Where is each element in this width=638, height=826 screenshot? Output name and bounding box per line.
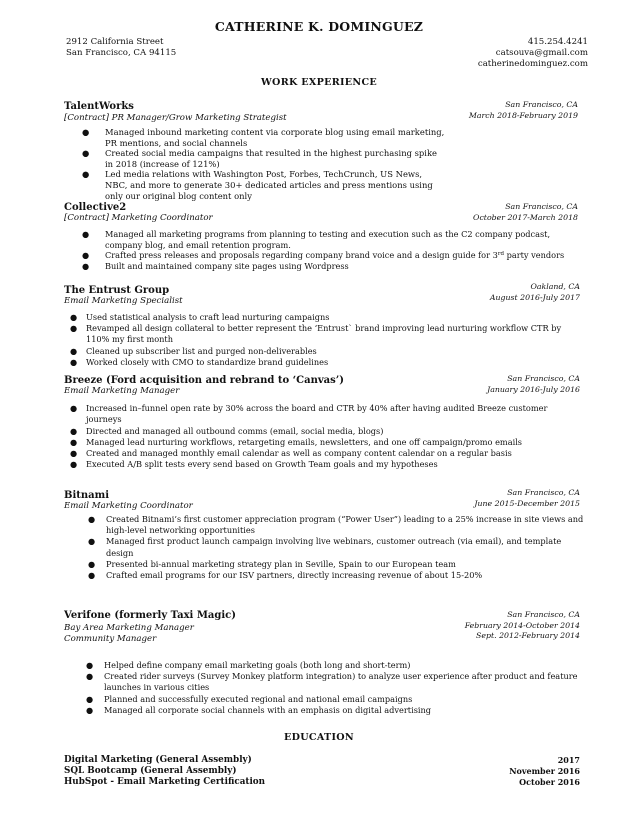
- list-item: ● Created social media campaigns that resulted in the highest purchasing spike: [82, 148, 437, 159]
- list-item: launches in various cities: [104, 682, 210, 693]
- job-dates: February 2014-October 2014: [464, 620, 580, 630]
- job-role: Email Marketing Coordinator: [64, 501, 193, 511]
- education-dates: [509, 755, 580, 788]
- list-item: high-level networking opportunities: [106, 525, 255, 536]
- list-item: ● Increased in–funnel open rate by 30% across the board and CTR by 40% after having audited Breeze customer: [70, 403, 548, 413]
- job-dates: October 2017-March 2018: [473, 212, 578, 222]
- list-item: ● Built and maintained company site pages using Wordpress: [82, 260, 349, 271]
- address-line-1: 2912 California Street: [66, 37, 164, 47]
- list-item: in 2018 (increase of 121%): [105, 158, 220, 169]
- phone: 415.254.4241: [527, 37, 588, 47]
- job-location: Oakland, CA: [530, 282, 580, 291]
- education-item: HubSpot - Email Marketing Certification: [64, 777, 266, 787]
- education-item: SQL Bootcamp (General Assembly): [64, 766, 237, 776]
- list-item: ● Directed and managed all outbound comms (email, social media, blogs): [70, 425, 384, 436]
- job-meta: [473, 202, 578, 223]
- list-item: PR mentions, and social channels: [105, 137, 248, 148]
- list-item: ● Managed all corporate social channels with an emphasis on digital advertising: [86, 704, 432, 715]
- job-company: Collective2: [64, 202, 127, 213]
- job-dates: June 2015-December 2015: [474, 498, 580, 508]
- list-item: ● Presented bi-annual marketing strategy plan in Seville, Spain to our European team: [88, 558, 456, 569]
- job-role: [64, 623, 194, 645]
- job-meta: [469, 100, 578, 121]
- contact-block: [478, 37, 588, 70]
- job-company: The Entrust Group: [64, 285, 170, 296]
- list-item: ● Worked closely with CMO to standardize brand guidelines: [70, 356, 329, 367]
- job-company: Bitnami: [64, 490, 109, 501]
- list-item: ● Created and managed monthly email calendar as well as company content calendar on a regular basis: [70, 448, 512, 459]
- education-date: October 2016: [519, 777, 580, 787]
- education-date: November 2016: [509, 766, 580, 776]
- list-item: ● Cleaned up subscriber list and purged non-deliverables: [70, 345, 317, 356]
- job-bullets: [82, 229, 565, 271]
- job-bullets: [70, 403, 548, 471]
- list-item: ● Crafted press releases and proposals regarding company brand voice and a design guide for 3rd party vendors: [82, 250, 565, 261]
- job-location: San Francisco, CA: [505, 202, 578, 211]
- job-location: San Francisco, CA: [505, 100, 578, 109]
- list-item: ● Led media relations with Washington Post, Forbes, TechCrunch, US News,: [82, 169, 423, 180]
- job-role: Email Marketing Manager: [64, 386, 180, 396]
- list-item: ● Used statistical analysis to craft lead nurturing campaigns: [70, 312, 330, 322]
- job-company: Breeze (Ford acquisition and rebrand to ‘Canvas’): [64, 375, 344, 386]
- work-experience-heading: WORK EXPERIENCE: [260, 77, 378, 88]
- job-meta: [474, 488, 580, 509]
- job-company: TalentWorks: [64, 101, 134, 112]
- job-bullets: [82, 127, 445, 201]
- job-role: [Contract] Marketing Coordinator: [64, 213, 213, 223]
- list-item: ● Crafted email programs for our ISV partners, directly increasing revenue of about 15-20%: [88, 570, 483, 581]
- job-meta: [487, 374, 580, 395]
- job-location: San Francisco, CA: [507, 374, 580, 383]
- job-meta: [490, 282, 580, 303]
- list-item: ● Managed lead nurturing workflows, retargeting emails, newsletters, and one off campaign/promo emails: [70, 436, 523, 447]
- list-item: ● Executed A/B split tests every send based on Growth Team goals and my hypotheses: [70, 459, 438, 470]
- education-item: Digital Marketing (General Assembly): [64, 755, 252, 765]
- list-item: ● Planned and successfully executed regional and national email campaigns: [86, 693, 413, 704]
- job-meta: [465, 610, 580, 642]
- list-item: only our original blog content only: [105, 190, 252, 201]
- job-location: San Francisco, CA: [507, 488, 580, 497]
- list-item: ● Managed first product launch campaign involving live webinars, customer outreach (via email), and template: [88, 536, 562, 547]
- list-item: design: [106, 547, 134, 558]
- job-bullets: [86, 660, 578, 716]
- education-heading: EDUCATION: [283, 732, 354, 743]
- address-line-2: San Francisco, CA 94115: [66, 48, 177, 58]
- job-dates-secondary: Sept. 2012-February 2014: [476, 631, 580, 641]
- list-item: ● Helped define company email marketing goals (both long and short-term): [86, 660, 411, 670]
- list-item: ● Revamped all design collateral to better represent the ‘Entrust` brand improving lead nurturing workflow CTR by: [70, 323, 562, 334]
- job-company: Verifone (formerly Taxi Magic): [64, 610, 236, 621]
- job-dates: March 2018-February 2019: [468, 110, 578, 120]
- list-item: NBC, and more to generate 30+ dedicated articles and press mentions using: [105, 179, 433, 190]
- email: catsouva@gmail.com: [495, 48, 588, 58]
- candidate-name: CATHERINE K. DOMINGUEZ: [214, 19, 424, 34]
- website: catherinedominguez.com: [477, 59, 588, 69]
- education-date: 2017: [557, 755, 580, 765]
- job-bullets: [70, 312, 562, 368]
- address-block: [66, 37, 176, 59]
- list-item: ● Created Bitnami’s first customer appreciation program (“Power User”) leading to a 25% increase in site views and: [88, 514, 584, 524]
- job-role: [Contract] PR Manager/Grow Marketing Strategist: [64, 113, 287, 123]
- list-item: ● Managed inbound marketing content via corporate blog using email marketing,: [82, 127, 445, 137]
- list-item: company blog, and email retention program.: [105, 239, 291, 250]
- list-item: ● Managed all marketing programs from planning to testing and execution such as the C2 company podcast,: [82, 229, 551, 239]
- job-dates: August 2016-July 2017: [489, 292, 580, 302]
- job-dates: January 2016-July 2016: [487, 384, 580, 394]
- job-location: San Francisco, CA: [507, 610, 580, 619]
- job-role-secondary: Community Manager: [64, 634, 157, 644]
- education-list: [64, 755, 265, 788]
- job-role-primary: Bay Area Marketing Manager: [64, 623, 194, 633]
- list-item: journeys: [86, 414, 122, 425]
- job-bullets: [88, 514, 584, 581]
- list-item: ● Created rider surveys (Survey Monkey platform integration) to analyze user experience after product and feature: [86, 671, 578, 682]
- list-item: 110% my first month: [86, 334, 174, 345]
- job-role: Email Marketing Specialist: [64, 296, 183, 306]
